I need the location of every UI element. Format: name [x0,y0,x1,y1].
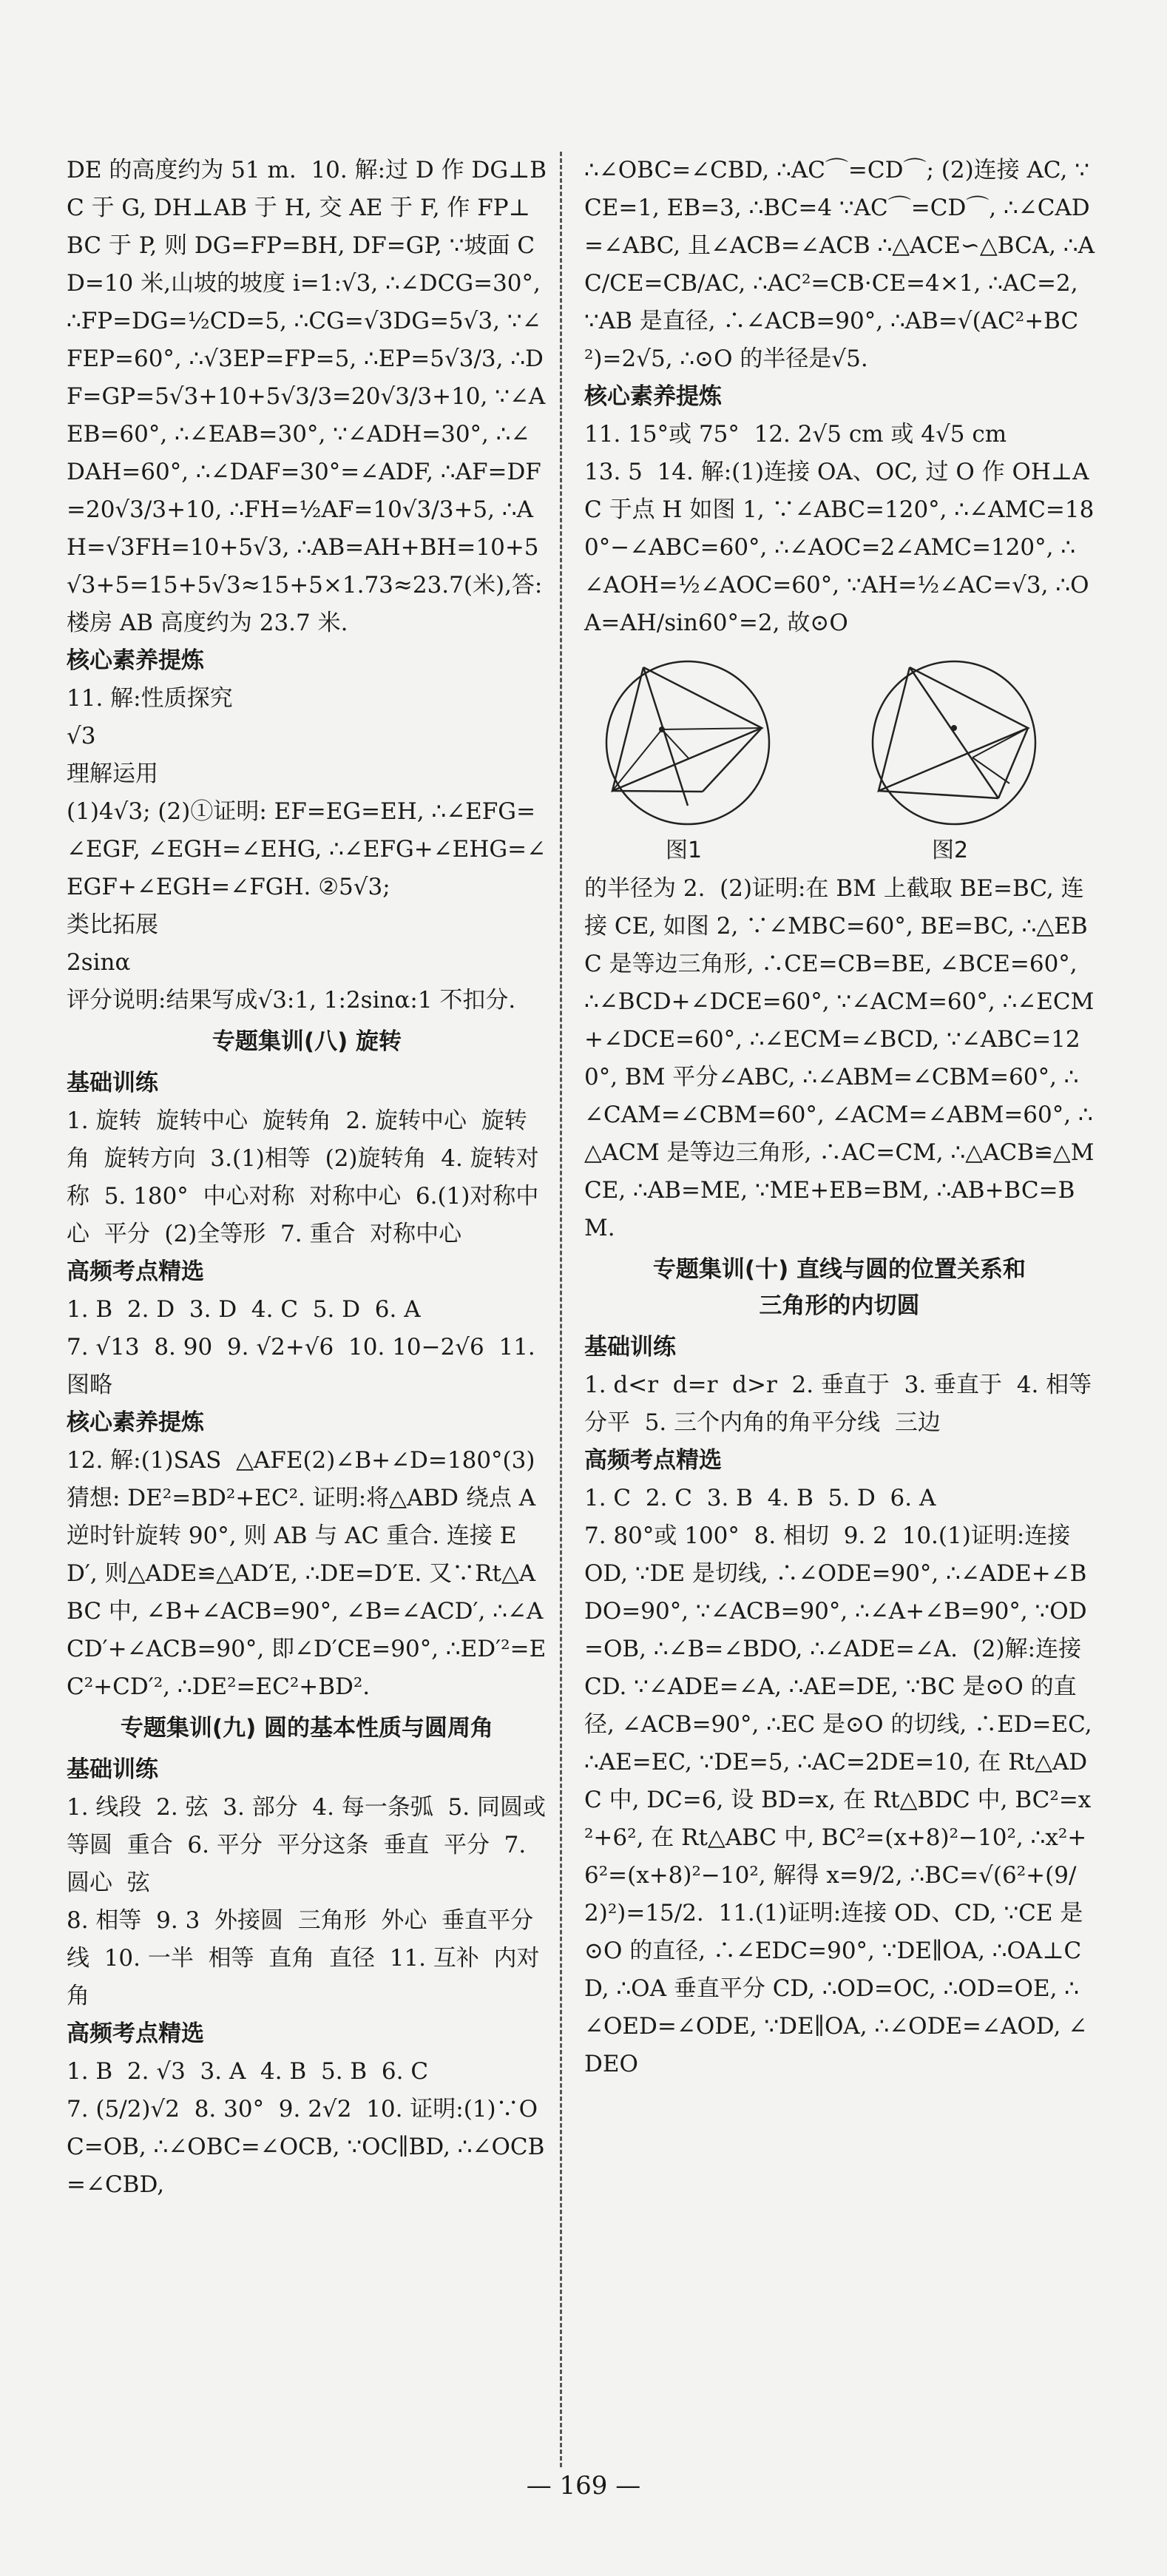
answer-paragraph: 评分说明:结果写成√3:1, 1:2sinα:1 不扣分. [67,987,516,1014]
answer-paragraph: DE 的高度约为 51 m. 10. 解:过 D 作 DG⊥BC 于 G, DH⊥AB 于 H, 交 AE 于 F, 作 FP⊥BC 于 P, 则 DG=FP=BH, DF=GP, ∵坡面 CD=10 米,山坡的坡度 i=1:√3, ∴∠DCG=30°, ∴FP=DG=½CD=5, ∴CG=√3DG=5√3, ∵∠FEP=60°, ∴√3EP=FP=5, ∴EP=5√3/3, ∴DF=GP=5√3+10+5√3/3=20√3/3+10, ∵∠AEB=60°, ∴∠EAB=30°, ∵∠ADH=30°, ∴∠DAH=60°, ∴∠DAF=30°=∠ADF, ∴AF=DF=20√3/3+10, ∴FH=½AF=10√3/3+5, ∴AH=√3FH=10+5√3, ∴AB=AH+BH=10+5√3+5=15+5√3≈15+5×1.73≈23.7(米),答:楼房 AB 高度约为 23.7 米. [67,157,548,636]
section-heading: 基础训练 [584,1334,676,1361]
answer-paragraph: (1)4√3; (2)①证明: EF=EG=EH, ∴∠EFG=∠EGF, ∠EGH=∠EHG, ∴∠EFG+∠EHG=∠EGF+∠EGH=∠FGH. ②5√3; [67,798,547,900]
answer-paragraph: 1. B 2. D 3. D 4. C 5. D 6. A 7. √13 8. 90 9. √2+√6 10. 10−2√6 11. 图略 [67,1296,535,1398]
topic-title: 专题集训(九) 圆的基本性质与圆周角 [120,1715,494,1742]
answer-paragraph: √3 [67,723,96,749]
column-divider [560,152,562,2467]
answer-paragraph: 1. 线段 2. 弦 3. 部分 4. 每一条弧 5. 同圆或等圆 重合 6. 平分 平分这条 垂直 平分 7. 圆心 弦 8. 相等 9. 3 外接圆 三角形 外心 垂直平分线 10. 一半 相等 直角 直径 11. 互补 内对角 [67,1794,546,2009]
section-heading: 高频考点精选 [584,1447,722,1474]
answer-paragraph: 2sinα [67,949,131,976]
answer-paragraph: 11. 15°或 75° 12. 2√5 cm 或 4√5 cm 13. 5 14. 解:(1)连接 OA、OC, 过 O 作 OH⊥AC 于点 H 如图 1, ∵∠ABC=120°, ∴∠AMC=180°−∠ABC=60°, ∴∠AOC=2∠AMC=120°, ∴∠AOH=½∠AOC=60°, ∵AH=½∠AC=√3, ∴OA=AH/sin60°=2, 故⊙O [584,421,1095,636]
topic-title: 专题集训(十) 直线与圆的位置关系和 三角形的内切圆 [652,1256,1026,1319]
answer-paragraph: 理解运用 [67,761,158,787]
section-heading: 高频考点精选 [67,2020,204,2047]
answer-paragraph: 1. B 2. √3 3. A 4. B 5. B 6. C 7. (5/2)√2 8. 30° 9. 2√2 10. 证明:(1)∵OC=OB, ∴∠OBC=∠OCB, ∵OC∥BD, ∴∠OCB=∠CBD, [67,2058,545,2198]
figure-1-diagram [584,647,806,832]
left-column [67,152,547,2204]
answer-paragraph: 11. 解:性质探究 [67,685,233,712]
section-heading: 核心素养提炼 [67,647,204,674]
figure-1-caption: 图1 [666,837,703,863]
right-column [584,152,1106,2083]
figure-2-diagram [850,647,1072,832]
section-heading: 基础训练 [67,1070,158,1096]
answer-paragraph: 1. d<r d=r d>r 2. 垂直于 3. 垂直于 4. 相等 分平 5. 三个内角的角平分线 三边 [584,1372,1106,1436]
answer-paragraph: 1. 旋转 旋转中心 旋转角 2. 旋转中心 旋转角 旋转方向 3.(1)相等 (2)旋转角 4. 旋转对称 5. 180° 中心对称 对称中心 6.(1)对称中心 平分 (2)全等形 7. 重合 对称中心 [67,1107,539,1247]
section-heading: 核心素养提炼 [584,383,722,410]
section-heading: 基础训练 [67,1756,158,1783]
figures-row [584,647,1095,869]
section-heading: 高频考点精选 [67,1258,204,1285]
page-number: — 169 — [526,2471,641,2501]
figure-2-caption: 图2 [932,837,969,863]
answer-paragraph: 12. 解:(1)SAS △AFE(2)∠B+∠D=180°(3)猜想: DE²=BD²+EC². 证明:将△ABD 绕点 A 逆时针旋转 90°, 则 AB 与 AC 重合. 连接 ED′, 则△ADE≌△AD′E, ∴DE=D′E. 又∵Rt△ABC 中, ∠B+∠ACB=90°, ∠B=∠ACD′, ∴∠ACD′+∠ACB=90°, 即∠D′CE=90°, ∴ED′²=EC²+CD′², ∴DE²=EC²+BD². [67,1447,547,1700]
topic-title: 专题集训(八) 旋转 [212,1028,402,1055]
right-column-top [584,152,1095,642]
right-column-bottom [584,870,1106,2083]
answer-paragraph: 1. C 2. C 3. B 4. B 5. D 6. A 7. 80°或 100° 8. 相切 9. 2 10.(1)证明:连接 OD, ∵DE 是切线, ∴∠ODE=90°, ∴∠ADE+∠BDO=90°, ∵∠ACB=90°, ∴∠A+∠B=90°, ∵OD=OB, ∴∠B=∠BDO, ∴∠ADE=∠A. (2)解:连接 CD. ∵∠ADE=∠A, ∴AE=DE, ∵BC 是⊙O 的直径, ∠ACB=90°, ∴EC 是⊙O 的切线, ∴ED=EC, ∴AE=EC, ∵DE=5, ∴AC=2DE=10, 在 Rt△ADC 中, DC=6, 设 BD=x, 在 Rt△BDC 中, BC²=x²+6², 在 Rt△ABC 中, BC²=(x+8)²−10², ∴x²+6²=(x+8)²−10², 解得 x=9/2, ∴BC=√(6²+(9/2)²)=15/2. 11.(1)证明:连接 OD、CD, ∵CE 是⊙O 的直径, ∴∠EDC=90°, ∵DE∥OA, ∴OA⊥CD, ∴OA 垂直平分 CD, ∴OD=OC, ∴OD=OE, ∴∠OED=∠ODE, ∵DE∥OA, ∴∠ODE=∠AOD, ∠DEO [584,1485,1092,2077]
section-heading: 核心素养提炼 [67,1409,204,1436]
answer-paragraph: 的半径为 2. (2)证明:在 BM 上截取 BE=BC, 连接 CE, 如图 2, ∵∠MBC=60°, BE=BC, ∴△EBC 是等边三角形, ∴CE=CB=BE, ∠BCE=60°, ∴∠BCD+∠DCE=60°, ∵∠ACM=60°, ∴∠ECM+∠DCE=60°, ∴∠ECM=∠BCD, ∵∠ABC=120°, BM 平分∠ABC, ∴∠ABM=∠CBM=60°, ∴∠CAM=∠CBM=60°, ∠ACM=∠ABM=60°, ∴△ACM 是等边三角形, ∴AC=CM, ∴△ACB≌△MCE, ∴AB=ME, ∵ME+EB=BM, ∴AB+BC=BM. [584,875,1095,1241]
answer-paragraph: 类比拓展 [67,911,158,938]
answer-paragraph: ∴∠OBC=∠CBD, ∴AC⌒=CD⌒; (2)连接 AC, ∵CE=1, EB=3, ∴BC=4 ∵AC⌒=CD⌒, ∴∠CAD=∠ABC, 且∠ACB=∠ACB ∴△ACE∽△BCA, ∴AC/CE=CB/AC, ∴AC²=CB·CE=4×1, ∴AC=2, ∵AB 是直径, ∴∠ACB=90°, ∴AB=√(AC²+BC²)=2√5, ∴⊙O 的半径是√5. [584,157,1095,372]
